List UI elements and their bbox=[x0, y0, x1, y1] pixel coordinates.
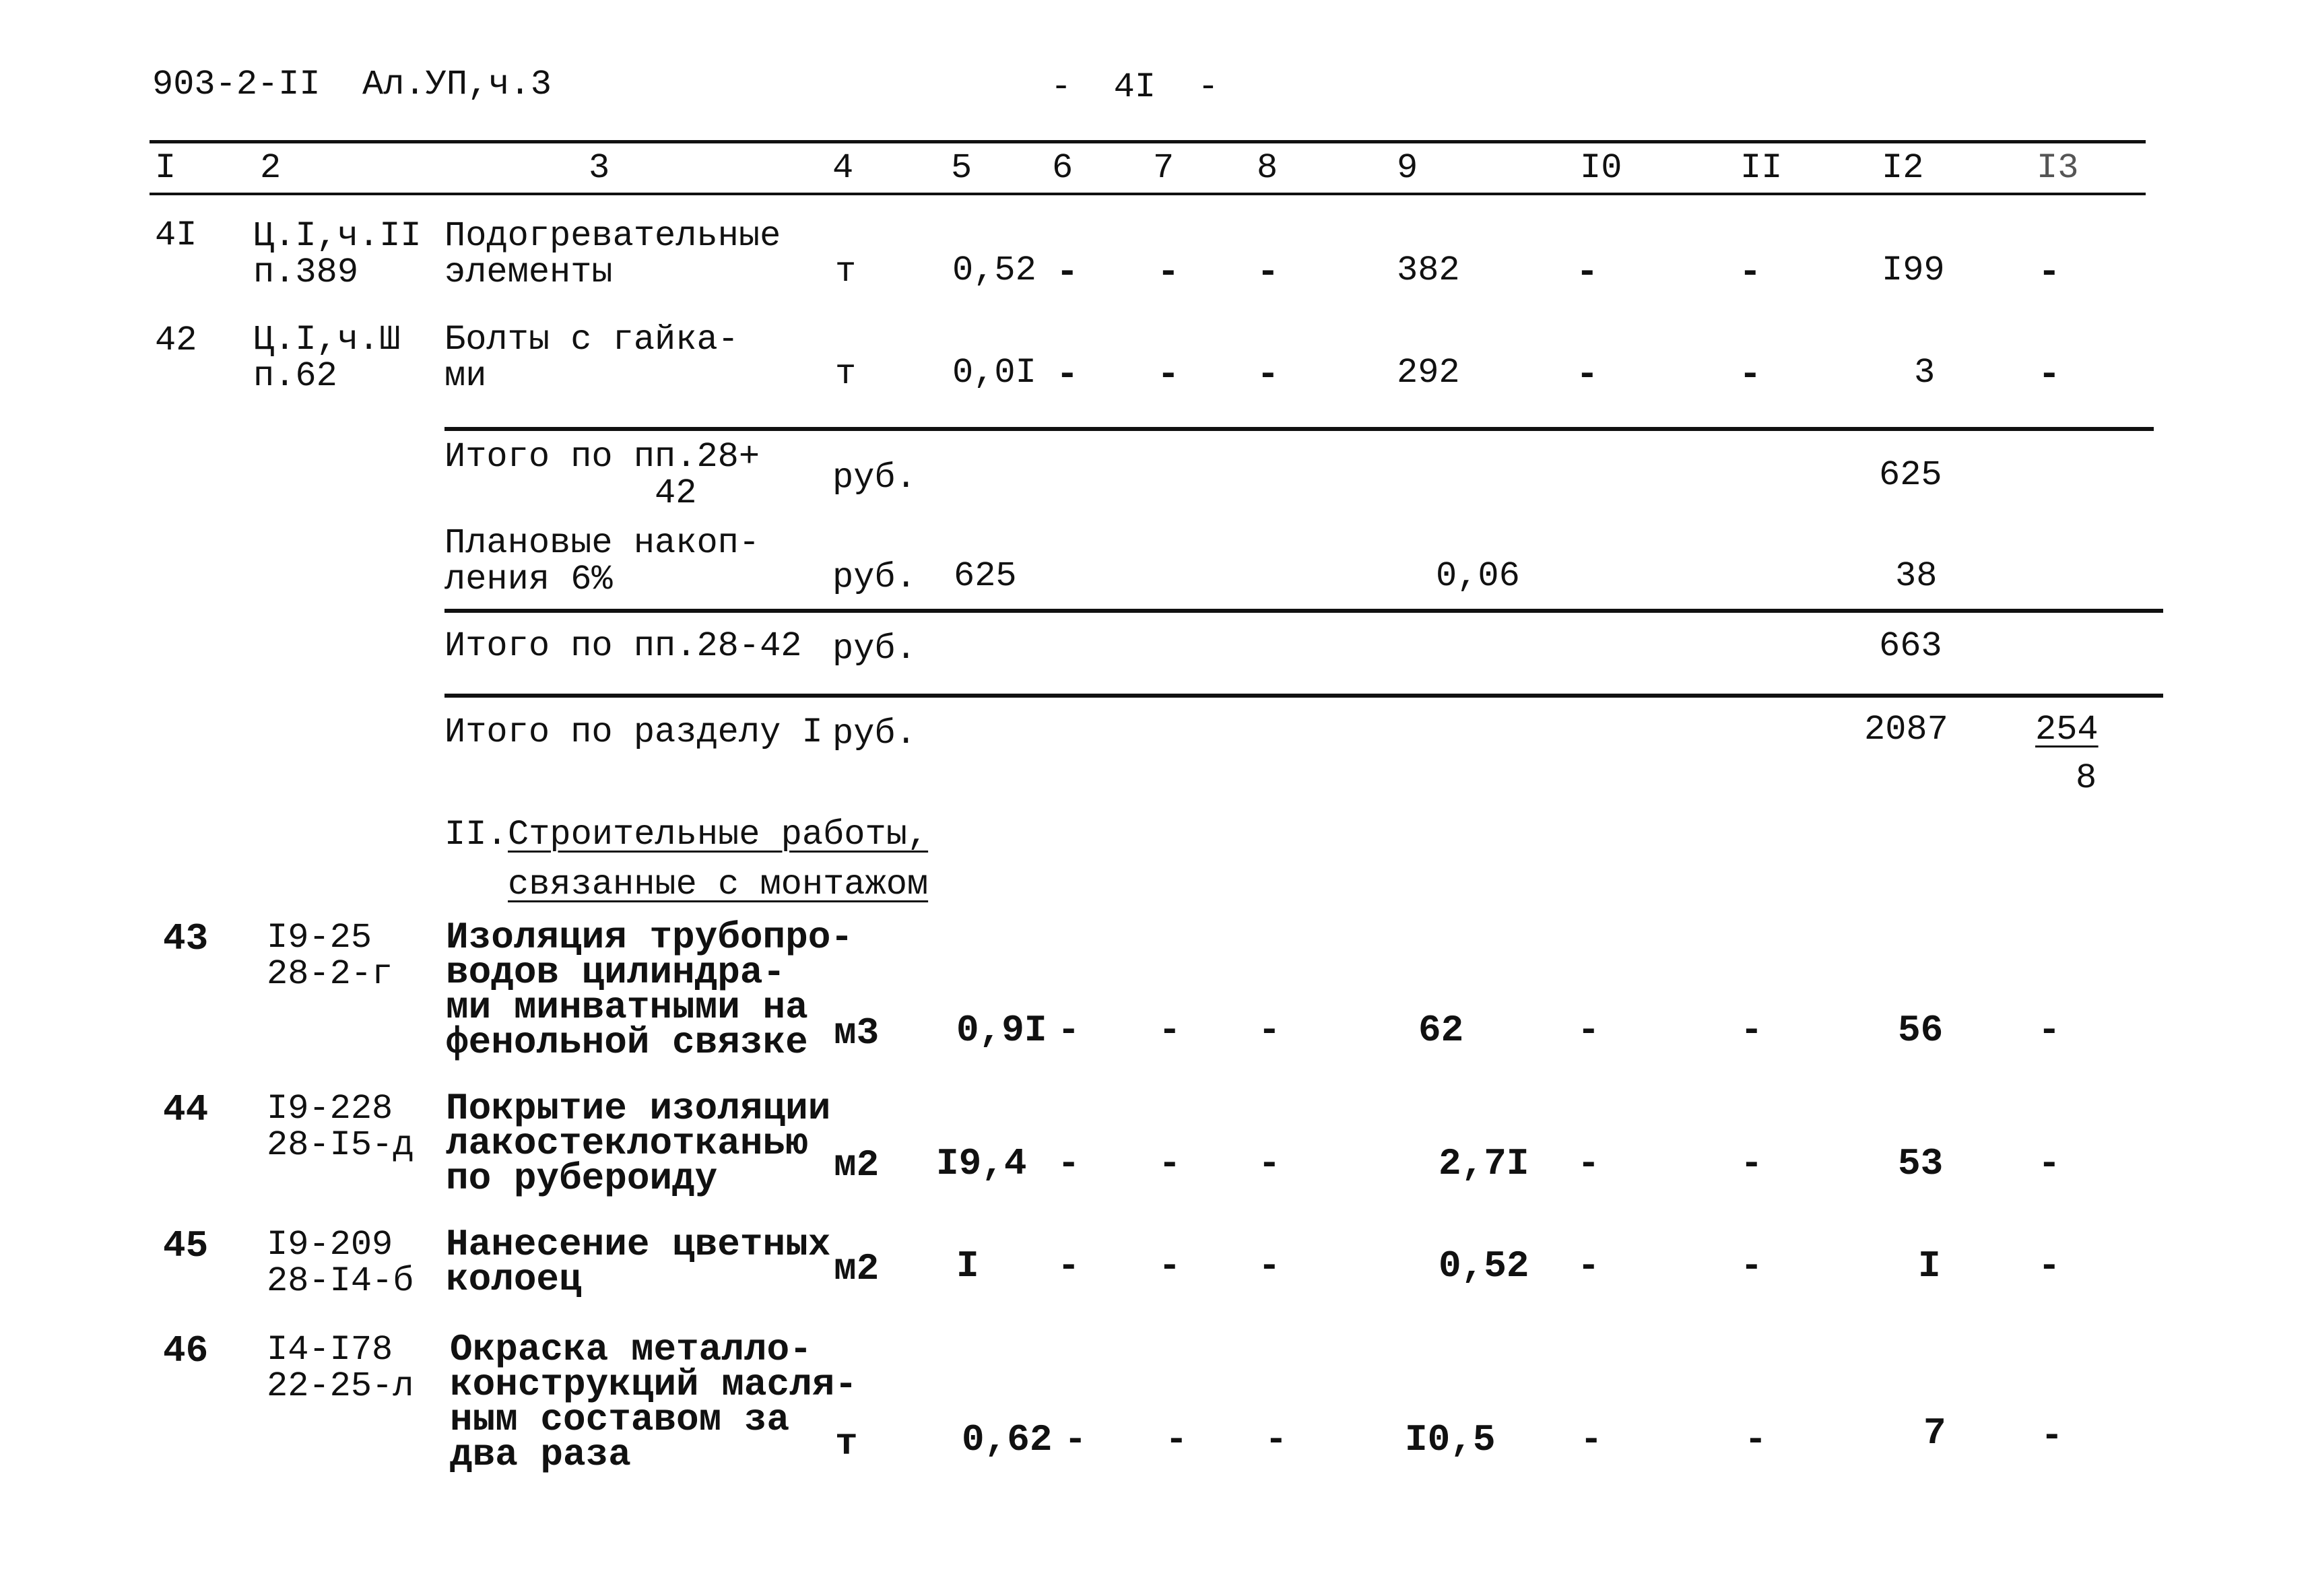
row-col7: - bbox=[1158, 1244, 1181, 1288]
row-col12: I bbox=[1918, 1244, 1941, 1288]
totals-label: Итого по пп.28-42 bbox=[444, 626, 802, 666]
totals-col9: 0,06 bbox=[1436, 556, 1520, 596]
col-header-1: I bbox=[155, 148, 176, 188]
col-header-11: II bbox=[1740, 148, 1783, 188]
row-number: 44 bbox=[163, 1088, 209, 1131]
col-header-12: I2 bbox=[1882, 148, 1924, 188]
row-col11: - bbox=[1744, 1418, 1767, 1461]
totals-unit: руб. bbox=[832, 714, 917, 754]
row-col7: - bbox=[1165, 1418, 1188, 1461]
col-header-8: 8 bbox=[1257, 148, 1278, 188]
totals-col13-numerator: 254 bbox=[2035, 710, 2099, 750]
row-col12: I99 bbox=[1882, 251, 1945, 290]
row-quantity: I bbox=[956, 1244, 979, 1288]
row-col12: 7 bbox=[1923, 1411, 1946, 1455]
row-col7: - bbox=[1158, 1009, 1181, 1052]
col-header-13: I3 bbox=[2037, 148, 2079, 188]
row-quantity: 0,52 bbox=[952, 251, 1036, 290]
row-col6: - bbox=[1064, 1418, 1087, 1461]
row-col7: - bbox=[1158, 1142, 1181, 1185]
col-header-3: 3 bbox=[589, 148, 610, 188]
row-col10: - bbox=[1577, 1009, 1600, 1052]
row-col13: - bbox=[2038, 1142, 2061, 1185]
row-unit: т bbox=[835, 252, 857, 292]
row-name: Подогревательные элементы bbox=[444, 216, 781, 292]
row-col11: - bbox=[1739, 251, 1762, 294]
row-unit: м3 bbox=[834, 1011, 880, 1055]
row-col8: - bbox=[1258, 1009, 1281, 1052]
header-bottom-rule bbox=[150, 193, 2146, 195]
col-header-7: 7 bbox=[1153, 148, 1175, 188]
row-unit: м2 bbox=[834, 1247, 880, 1290]
row-col7: - bbox=[1157, 353, 1180, 396]
row-unit: т bbox=[835, 1422, 858, 1465]
row-unit: м2 bbox=[834, 1143, 880, 1187]
row-col9: I0,5 bbox=[1405, 1418, 1496, 1461]
row-reference: Ц.I,ч.II п.389 bbox=[253, 216, 422, 292]
row-reference: I9-209 28-I4-б bbox=[267, 1225, 414, 1301]
table-top-rule bbox=[150, 140, 2146, 143]
row-col12: 3 bbox=[1914, 353, 1936, 393]
totals-col12: 625 bbox=[1879, 455, 1942, 495]
row-col13: - bbox=[2041, 1414, 2064, 1457]
row-reference: I4-I78 22-25-л bbox=[267, 1330, 414, 1406]
row-reference: Ц.I,ч.Ш п.62 bbox=[253, 320, 401, 396]
row-reference: I9-25 28-2-г bbox=[267, 918, 393, 994]
row-col10: - bbox=[1580, 1418, 1603, 1461]
row-col13: - bbox=[2038, 251, 2061, 294]
row-col9: 62 bbox=[1418, 1009, 1464, 1052]
row-col8: - bbox=[1258, 1142, 1281, 1185]
row-col11: - bbox=[1740, 1009, 1763, 1052]
totals-quantity: 625 bbox=[954, 556, 1017, 596]
totals-rule-1 bbox=[444, 427, 2154, 431]
row-col9: 292 bbox=[1397, 353, 1460, 393]
totals-unit: руб. bbox=[832, 458, 917, 498]
row-name: Изоляция трубопро- водов цилиндра- ми минватными на фенольной связке bbox=[446, 916, 853, 1064]
row-col8: - bbox=[1265, 1418, 1288, 1461]
row-col10: - bbox=[1577, 1142, 1600, 1185]
totals-col13-denominator: 8 bbox=[2076, 758, 2097, 798]
row-name: Покрытие изоляции лакостеклотканью по рубероиду bbox=[446, 1087, 831, 1200]
row-col13: - bbox=[2038, 1009, 2061, 1052]
document-code: 903-2-II Ал.УП,ч.3 bbox=[152, 65, 552, 104]
section-title-line1: Строительные работы, bbox=[508, 815, 929, 855]
row-quantity: 0,0I bbox=[952, 353, 1036, 393]
row-col9: 2,7I bbox=[1439, 1142, 1529, 1185]
row-col10: - bbox=[1576, 251, 1599, 294]
totals-unit: руб. bbox=[832, 558, 917, 597]
row-col10: - bbox=[1577, 1244, 1600, 1288]
col-header-10: I0 bbox=[1580, 148, 1622, 188]
totals-label: Итого по пп.28+ 42 bbox=[444, 437, 760, 513]
row-col9: 382 bbox=[1397, 251, 1460, 290]
row-col11: - bbox=[1740, 1142, 1763, 1185]
row-col8: - bbox=[1257, 251, 1280, 294]
totals-label: Плановые накоп- ления 6% bbox=[444, 523, 760, 599]
row-reference: I9-228 28-I5-д bbox=[267, 1089, 414, 1165]
row-quantity: I9,4 bbox=[936, 1142, 1027, 1185]
row-number: 43 bbox=[163, 917, 209, 960]
col-header-9: 9 bbox=[1397, 148, 1418, 188]
row-unit: т bbox=[835, 354, 857, 394]
row-col8: - bbox=[1258, 1244, 1281, 1288]
row-number: 45 bbox=[163, 1224, 209, 1267]
row-col8: - bbox=[1257, 353, 1280, 396]
totals-col12: 663 bbox=[1879, 626, 1942, 666]
col-header-2: 2 bbox=[260, 148, 282, 188]
page-number: - 4I - bbox=[1051, 67, 1219, 107]
totals-rule-2 bbox=[444, 609, 2163, 613]
row-col6: - bbox=[1056, 251, 1079, 294]
totals-col12: 38 bbox=[1895, 556, 1938, 596]
row-col6: - bbox=[1057, 1009, 1080, 1052]
col-header-4: 4 bbox=[832, 148, 854, 188]
row-name: Болты с гайка- ми bbox=[444, 320, 739, 396]
row-quantity: 0,62 bbox=[962, 1418, 1053, 1461]
row-col13: - bbox=[2038, 1244, 2061, 1288]
row-number: 42 bbox=[155, 321, 197, 360]
row-col11: - bbox=[1740, 1244, 1763, 1288]
row-col12: 56 bbox=[1898, 1009, 1944, 1052]
row-col6: - bbox=[1057, 1244, 1080, 1288]
col-header-5: 5 bbox=[951, 148, 972, 188]
row-col10: - bbox=[1576, 353, 1599, 396]
totals-col12: 2087 bbox=[1864, 710, 1948, 750]
col-header-6: 6 bbox=[1052, 148, 1074, 188]
row-name: Окраска металло- конструкций масля- ным составом за два раза bbox=[450, 1328, 857, 1476]
section-numeral: II. bbox=[444, 815, 508, 855]
row-quantity: 0,9I bbox=[956, 1009, 1047, 1052]
row-col9: 0,52 bbox=[1439, 1244, 1529, 1288]
row-col6: - bbox=[1056, 353, 1079, 396]
row-name: Нанесение цветных колоец bbox=[446, 1223, 831, 1301]
totals-rule-3 bbox=[444, 694, 2163, 698]
row-col11: - bbox=[1739, 353, 1762, 396]
row-col6: - bbox=[1057, 1142, 1080, 1185]
row-col7: - bbox=[1157, 251, 1180, 294]
row-col13: - bbox=[2038, 353, 2061, 396]
row-number: 4I bbox=[155, 215, 197, 255]
section-title-line2: связанные с монтажом bbox=[508, 865, 929, 904]
row-col12: 53 bbox=[1898, 1142, 1944, 1185]
row-number: 46 bbox=[163, 1329, 209, 1372]
totals-unit: руб. bbox=[832, 629, 917, 669]
totals-label: Итого по разделу I bbox=[444, 712, 823, 752]
